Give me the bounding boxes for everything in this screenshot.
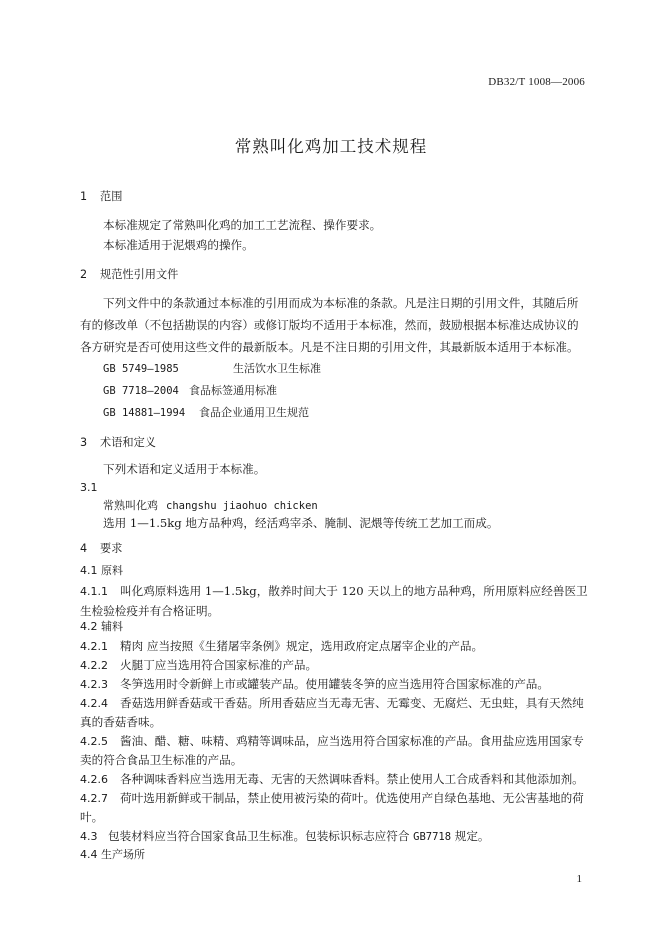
clause-4-2-7 [80,791,584,806]
clause-text-continued: 卖的符合食品卫生标准的产品。 [80,753,243,767]
section-title: 术语和定义 [100,436,156,449]
clause-text: 叫化鸡原料选用 1—1.5kg，散养时间大于 120 天以上的地方品种鸡，所用原料应经兽医卫 [120,584,588,598]
term-definition: 选用 1—1.5kg 地方品种鸡，经活鸡宰杀、腌制、泥煨等传统工艺加工而成。 [103,516,499,530]
clause-text: 冬笋选用时令新鲜上市或罐装产品。使用罐装冬笋的应当选用符合国家标准的产品。 [120,677,549,691]
clause-standard-code: GB7718 [413,831,452,843]
subsection-heading: 4.2 辅料 [80,620,123,633]
clause-text-continued: 真的香菇香味。 [80,715,162,729]
normative-reference [103,406,309,420]
clause-4-1-1 [80,584,588,599]
reference-name: 生活饮水卫生标准 [233,362,321,375]
paragraph-line: 下列文件中的条款通过本标准的引用而成为本标准的条款。凡是注日期的引用文件，其随后所 [103,296,579,310]
paragraph: 本标准规定了常熟叫化鸡的加工工艺流程、操作要求。 [103,218,382,232]
clause-number: 4.2.3 [80,678,108,691]
term-number: 3.1 [80,481,98,494]
clause-number: 4.2.4 [80,697,108,710]
reference-code: GB 5749—1985 [103,363,179,375]
section-3-heading [80,436,156,450]
clause-text: 各种调味香料应当选用无毒、无害的天然调味香料。禁止使用人工合成香料和其他添加剂。 [120,772,584,786]
clause-4-3 [80,829,490,844]
document-title: 常熟叫化鸡加工技术规程 [234,137,428,156]
clause-number: 4.2.7 [80,792,108,805]
clause-text: 荷叶选用新鲜或干制品，禁止使用被污染的荷叶。优选使用产自绿色基地、无公害基地的荷 [120,791,584,805]
paragraph-line: 有的修改单（不包括勘误的内容）或修订版均不适用于本标准，然而，鼓励根据本标准达成协议的 [80,318,579,332]
normative-reference [103,384,277,398]
section-number: 2 [80,268,88,281]
section-number: 3 [80,436,88,449]
clause-text: 火腿丁应当选用符合国家标准的产品。 [120,658,318,672]
paragraph: 本标准适用于泥煨鸡的操作。 [103,238,254,252]
clause-4-2-5 [80,734,584,749]
clause-text-continued: 生检验检疫并有合格证明。 [80,604,220,618]
page-number: 1 [576,873,582,885]
clause-number: 4.2.2 [80,659,108,672]
clause-number: 4.2.5 [80,735,108,748]
paragraph: 下列术语和定义适用于本标准。 [103,462,266,476]
clause-text: 精肉 应当按照《生猪屠宰条例》规定，选用政府定点屠宰企业的产品。 [120,639,484,653]
clause-4-2-6 [80,772,584,787]
clause-4-2-3 [80,677,549,692]
clause-4-2-4 [80,696,584,711]
paragraph-line: 各方研究是否可使用这些文件的最新版本。凡是不注日期的引用文件，其最新版本适用于本标准。 [80,340,579,354]
clause-number: 4.2.6 [80,773,108,786]
clause-number: 4.2.1 [80,640,108,653]
reference-name: 食品企业通用卫生规范 [199,406,309,419]
clause-number: 4.1.1 [80,585,108,598]
clause-text: 包装材料应当符合国家食品卫生标准。包装标识标志应符合 [108,829,414,843]
section-1-heading [80,190,122,204]
clause-number: 4.3 [80,830,98,843]
section-title: 规范性引用文件 [100,268,179,281]
section-number: 1 [80,190,88,203]
term-chinese: 常熟叫化鸡 [103,499,158,512]
clause-text: 酱油、醋、糖、味精、鸡精等调味品，应当选用符合国家标准的产品。食用盐应选用国家专 [120,734,584,748]
clause-text-continued: 叶。 [80,810,104,824]
normative-reference [103,362,321,376]
subsection-heading: 4.4 生产场所 [80,848,145,861]
subsection-heading: 4.1 原料 [80,564,123,577]
reference-name: 食品标签通用标准 [189,384,277,397]
reference-code: GB 7718—2004 [103,385,179,397]
term-english: changshu jiaohuo chicken [166,500,318,512]
section-number: 4 [80,542,88,555]
standard-code: DB32/T 1008—2006 [488,76,585,88]
section-2-heading [80,268,178,282]
clause-text-end: 规定。 [451,829,490,843]
reference-code: GB 14881—1994 [103,407,186,419]
term-heading [103,499,318,513]
clause-4-2-2 [80,658,317,673]
clause-text: 香菇选用鲜香菇或干香菇。所用香菇应当无毒无害、无霉变、无腐烂、无虫蛀，具有天然纯 [120,696,584,710]
clause-4-2-1 [80,639,483,654]
section-4-heading [80,542,122,556]
section-title: 要求 [100,542,123,555]
section-title: 范围 [100,190,123,203]
